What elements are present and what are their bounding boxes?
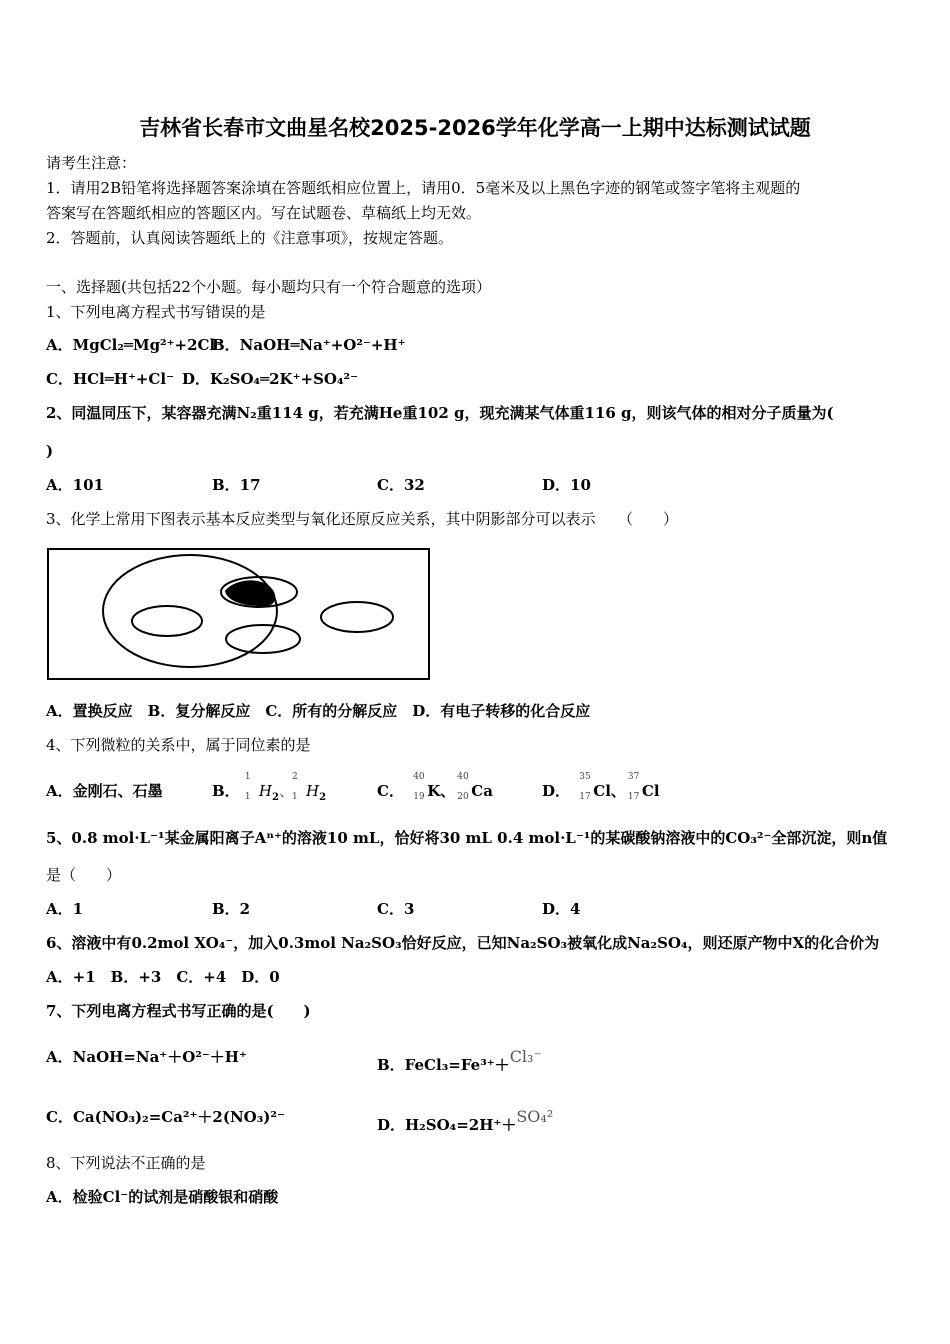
question-1-option-b: B．NaOH═Na⁺+O²⁻+H⁺ [212,336,406,354]
question-6-stem: 6、溶液中有0.2mol XO₄⁻，加入0.3mol Na₂SO₃恰好反应，已知Na₂SO₃被氧化成Na₂SO₄，则还原产物中X的化合价为 [46,934,880,952]
inner-ellipse-left [132,606,202,636]
chlorine-35-symbol: 35 17 Cl [579,772,611,802]
question-2-option-b: B．17 [212,476,261,494]
question-2-stem-end: ) [46,442,54,460]
notice-head: 请考生注意： [46,154,137,172]
question-3-stem: 3、化学上常用下图表示基本反应类型与氧化还原反应关系，其中阴影部分可以表示 （ ） [46,510,679,528]
question-1-option-a: A．MgCl₂═Mg²⁺+2Cl⁻ [46,336,224,354]
question-2-stem: 2、同温同压下，某容器充满N₂重114 g，若充满He重102 g，现充满某气体重116 g，则该气体的相对分子质量为( [46,404,834,422]
section-heading: 一、选择题(共包括22个小题。每小题均只有一个符合题意的选项） [46,278,491,296]
question-4-option-d: D． 35 17 Cl、 37 17 Cl [542,772,660,802]
question-2-option-a: A．101 [46,476,104,494]
question-2-option-d: D．10 [542,476,591,494]
question-6-options: A．+1 B．+3 C．+4 D．0 [46,968,280,986]
question-8-option-a: A．检验Cl⁻的试剂是硝酸银和硝酸 [46,1188,279,1206]
question-7-option-b: B．FeCl₃=Fe³⁺＋Cl₃⁻ [377,1047,542,1074]
question-7-option-c: C．Ca(NO₃)₂=Ca²⁺＋2(NO₃)²⁻ [46,1108,285,1126]
question-3-options: A．置换反应 B．复分解反应 C．所有的分解反应 D．有电子转移的化合反应 [46,702,591,720]
question-5-stem-end: 是（ ） [46,866,122,884]
question-4-stem: 4、下列微粒的关系中，属于同位素的是 [46,736,311,754]
question-4-option-a: A．金刚石、石墨 [46,782,163,800]
question-5-option-d: D．4 [542,900,581,918]
decomposition-ellipse [226,625,300,653]
notice-line-1: 1．请用2B铅笔将选择题答案涂填在答题纸相应位置上，请用0．5毫米及以上黑色字迹的钢笔或签字笔将主观题的 [46,179,801,197]
question-5-stem: 5、0.8 mol·L⁻¹某金属阳离子Aⁿ⁺的溶液10 mL，恰好将30 mL 0.4 mol·L⁻¹的某碳酸钠溶液中的CO₃²⁻全部沉淀，则n值 [46,829,888,847]
question-1-option-d: D．K₂SO₄═2K⁺+SO₄²⁻ [182,370,359,388]
question-7-stem: 7、下列电离方程式书写正确的是( ) [46,1002,311,1020]
notice-line-2: 答案写在答题纸相应的答题区内。写在试题卷、草稿纸上均无效。 [46,204,482,222]
question-1-stem: 1、下列电离方程式书写错误的是 [46,303,266,321]
question-7-option-d: D．H₂SO₄=2H⁺＋SO₄² [377,1107,554,1134]
hydrogen-1-symbol: 1 1 H [244,772,273,802]
page-title: 吉林省长春市文曲星名校2025-2026学年化学高一上期中达标测试试题 [139,116,811,140]
redox-reaction-ellipse [103,555,277,667]
question-4-option-c: C． 40 19 K、 40 20 Ca [377,772,493,802]
question-8-stem: 8、下列说法不正确的是 [46,1154,206,1172]
hydrogen-2-symbol: 2 1 H [292,772,320,802]
question-5-option-c: C．3 [377,900,415,918]
question-1-option-c: C．HCl═H⁺+Cl⁻ [46,370,174,388]
question-7-option-a: A．NaOH=Na⁺＋O²⁻＋H⁺ [46,1048,247,1066]
diagram-frame [48,549,429,679]
question-4-option-b: B． 1 1 $H_2$、 2 1 $H_2$ [212,772,327,803]
notice-line-3: 2．答题前，认真阅读答题纸上的《注意事项》，按规定答题。 [46,229,454,247]
calcium-40-symbol: 40 20 Ca [457,772,493,802]
reaction-venn-diagram [47,548,431,682]
question-2-option-c: C．32 [377,476,425,494]
question-5-option-a: A．1 [46,900,84,918]
potassium-40-symbol: 40 19 K [413,772,441,802]
chlorine-37-symbol: 37 17 Cl [627,772,660,802]
question-5-option-b: B．2 [212,900,251,918]
sulfate-ion-image: SO₄² [516,1107,554,1126]
outer-ellipse-right [321,602,393,632]
chloride-ion-image: Cl₃⁻ [509,1047,542,1066]
